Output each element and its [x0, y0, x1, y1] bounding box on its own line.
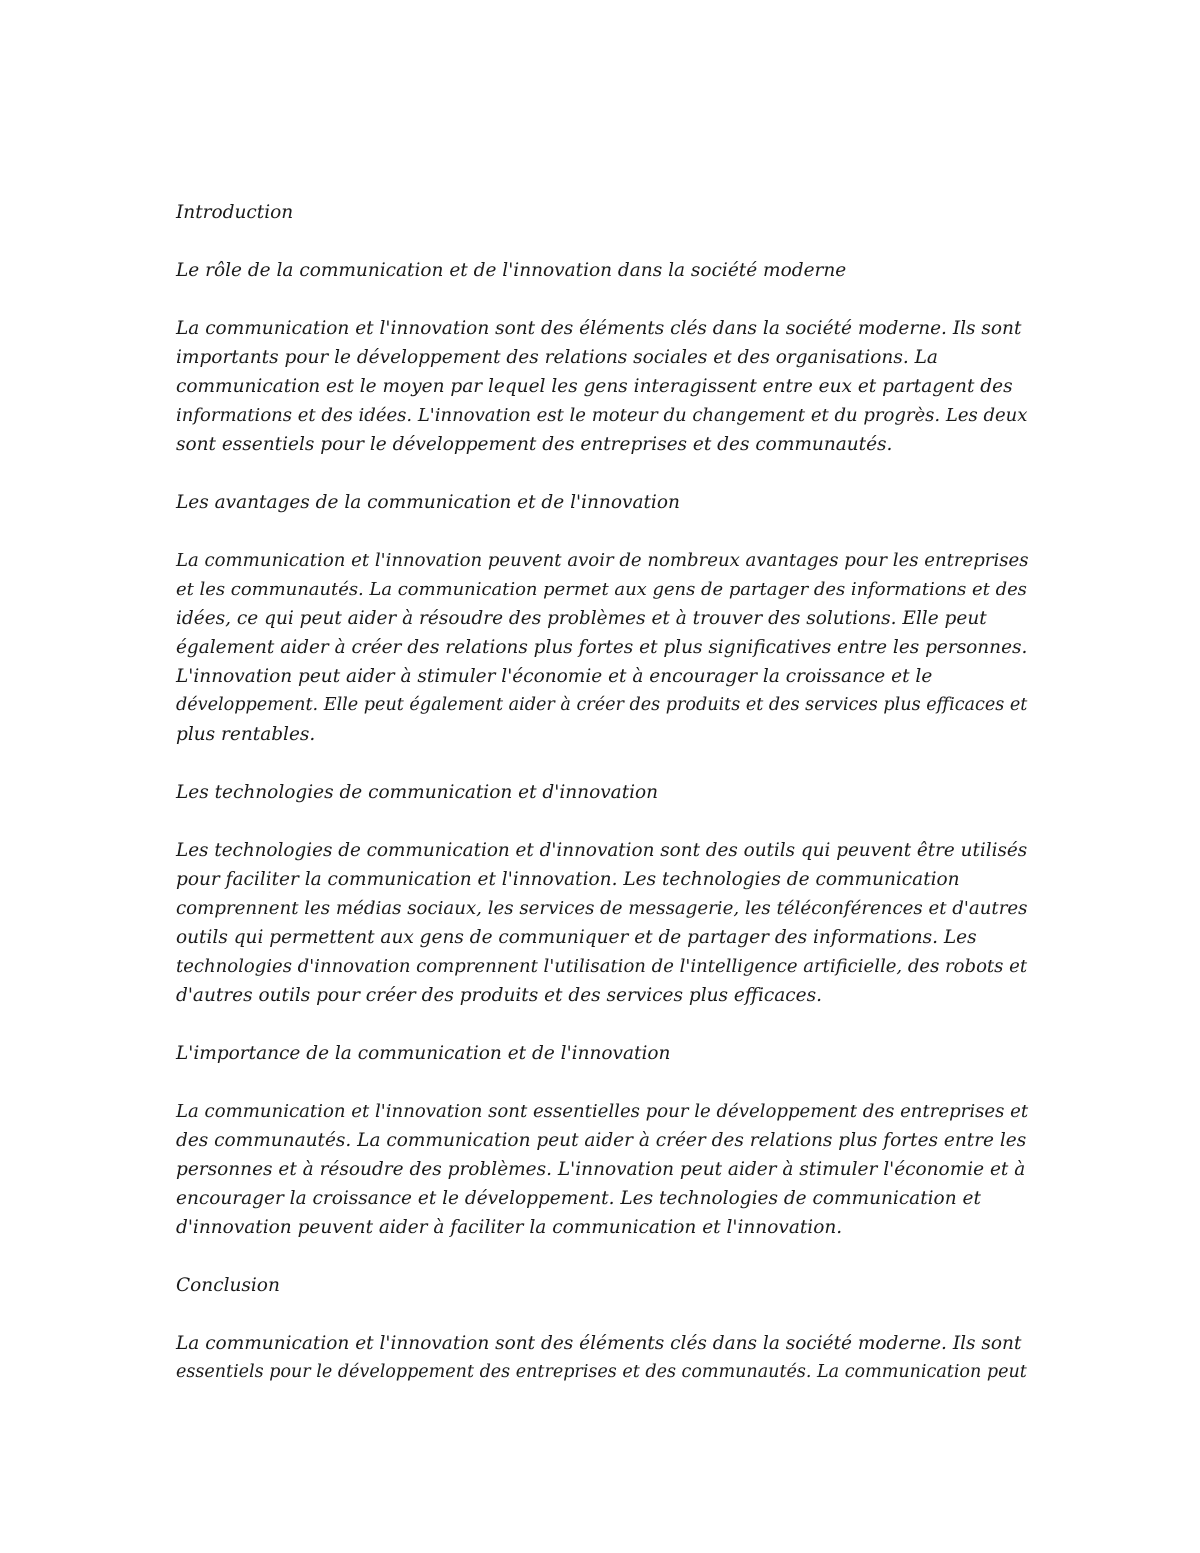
paragraph-role: [176, 314, 1028, 459]
paragraph-line: d'innovation peuvent aider à faciliter la communication et l'innovation.: [176, 1217, 843, 1238]
paragraph-line: technologies d'innovation comprennent l'utilisation de l'intelligence artificielle, des robots et: [176, 956, 1028, 977]
paragraph-line: plus rentables.: [176, 724, 316, 745]
paragraph-line: La communication et l'innovation sont des éléments clés dans la société moderne. Ils sont: [176, 318, 1022, 339]
paragraph-line: comprennent les médias sociaux, les services de messagerie, les téléconférences et d'autres: [176, 898, 1028, 919]
paragraph-line: La communication et l'innovation sont essentielles pour le développement des entreprises et: [176, 1101, 1029, 1122]
heading-introduction: Introduction: [176, 202, 294, 223]
paragraph-line: La communication et l'innovation sont des éléments clés dans la société moderne. Ils sont: [176, 1333, 1022, 1354]
document-body: [176, 198, 1028, 1416]
heading-avantages: Les avantages de la communication et de l'innovation: [176, 492, 680, 513]
paragraph-line: développement. Elle peut également aider à créer des produits et des services plus efficaces et: [176, 695, 1028, 715]
paragraph-line: importants pour le développement des relations sociales et des organisations. La: [176, 347, 938, 368]
heading-conclusion: Conclusion: [176, 1275, 280, 1296]
paragraph-technologies: [176, 836, 1028, 1010]
paragraph-importance: [176, 1097, 1028, 1242]
paragraph-line: des communautés. La communication peut aider à créer des relations plus fortes entre les: [176, 1130, 1027, 1151]
paragraph-avantages: [176, 546, 1028, 749]
paragraph-line: essentiels pour le développement des entreprises et des communautés. La communication peut: [176, 1362, 1027, 1382]
paragraph-line: idées, ce qui peut aider à résoudre des problèmes et à trouver des solutions. Elle peut: [176, 608, 987, 629]
heading-role: Le rôle de la communication et de l'innovation dans la société moderne: [176, 260, 847, 281]
paragraph-line: personnes et à résoudre des problèmes. L'innovation peut aider à stimuler l'économie et à: [176, 1159, 1026, 1180]
heading-technologies: Les technologies de communication et d'innovation: [176, 782, 659, 803]
paragraph-line: outils qui permettent aux gens de communiquer et de partager des informations. Les: [176, 927, 977, 948]
paragraph-line: sont essentiels pour le développement des entreprises et des communautés.: [176, 434, 893, 455]
paragraph-line: et les communautés. La communication permet aux gens de partager des informations et des: [176, 579, 1027, 600]
paragraph-line: informations et des idées. L'innovation est le moteur du changement et du progrès. Les deux: [176, 405, 1028, 426]
paragraph-line: encourager la croissance et le développement. Les technologies de communication et: [176, 1188, 981, 1209]
paragraph-conclusion: [176, 1329, 1028, 1387]
paragraph-line: La communication et l'innovation peuvent avoir de nombreux avantages pour les entreprises: [176, 550, 1029, 571]
paragraph-line: communication est le moyen par lequel les gens interagissent entre eux et partagent des: [176, 376, 1013, 397]
paragraph-line: d'autres outils pour créer des produits et des services plus efficaces.: [176, 985, 822, 1006]
paragraph-line: pour faciliter la communication et l'innovation. Les technologies de communication: [176, 869, 960, 890]
paragraph-line: également aider à créer des relations plus fortes et plus significatives entre les personnes.: [176, 637, 1028, 658]
paragraph-line: L'innovation peut aider à stimuler l'économie et à encourager la croissance et le: [176, 666, 933, 687]
paragraph-line: Les technologies de communication et d'innovation sont des outils qui peuvent être utilisés: [176, 840, 1028, 861]
heading-importance: L'importance de la communication et de l'innovation: [176, 1043, 671, 1064]
